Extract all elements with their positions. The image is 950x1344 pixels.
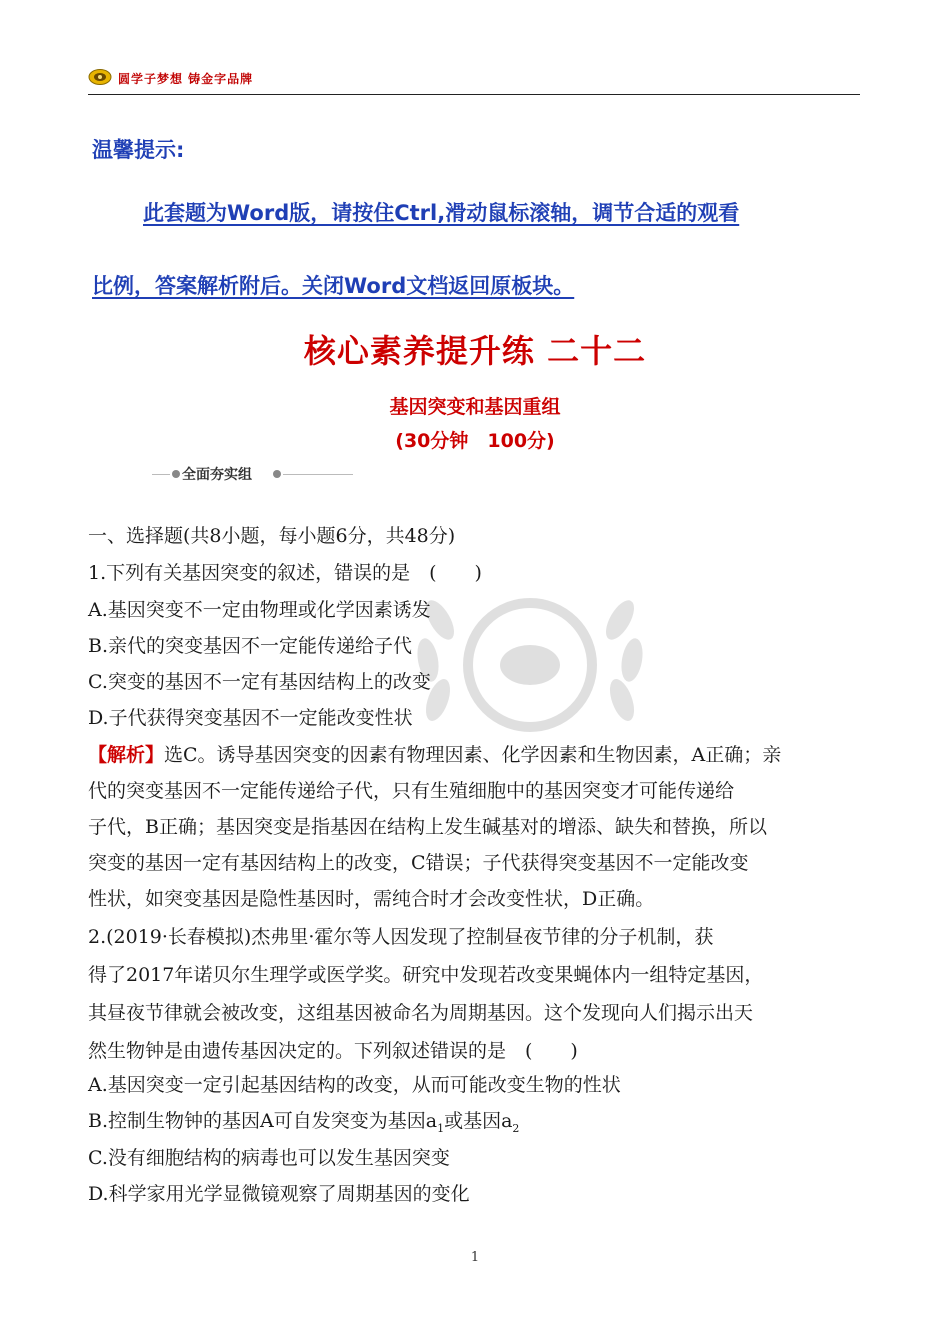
section-tag-label: 全面夯实组 <box>182 467 252 483</box>
timing-info: (30分钟 100分) <box>395 430 555 452</box>
question-section-heading: 一、选择题(共8小题，每小题6分，共48分) <box>88 525 456 547</box>
page-title: 核心素养提升练 二十二 <box>303 332 647 370</box>
subscript: 2 <box>512 1121 520 1135</box>
question-1-option-d: D.子代获得突变基因不一定能改变性状 <box>88 707 413 729</box>
analysis-text: 选C。诱导基因突变的因素有物理因素、化学因素和生物因素，A正确；亲 <box>164 744 782 766</box>
page-header <box>88 66 860 95</box>
tip-line-1[interactable]: 此套题为Word版，请按住Ctrl,滑动鼠标滚轴，调节合适的观看 <box>143 201 740 225</box>
section-divider <box>283 474 353 475</box>
option-b-text: B.控制生物钟的基因A可自发突变为基因a <box>88 1110 438 1132</box>
watermark-emblem <box>380 560 680 770</box>
question-2-option-a: A.基因突变一定引起基因结构的改变，从而可能改变生物的性状 <box>88 1074 621 1096</box>
question-2-option-d: D.科学家用光学显微镜观察了周期基因的变化 <box>88 1183 470 1205</box>
question-1-option-c: C.突变的基因不一定有基因结构上的改变 <box>88 671 431 693</box>
question-2-stem-line: 2.(2019·长春模拟)杰弗里·霍尔等人因发现了控制昼夜节律的分子机制，获 <box>88 926 714 948</box>
tip-title: 温馨提示: <box>92 138 185 162</box>
header-slogan: 圆学子梦想 铸金字品牌 <box>118 72 254 86</box>
question-1-option-a: A.基因突变不一定由物理或化学因素诱发 <box>88 599 431 621</box>
analysis-line: 突变的基因一定有基因结构上的改变，C错误；子代获得突变基因不一定能改变 <box>88 852 749 874</box>
question-1-option-b: B.亲代的突变基因不一定能传递给子代 <box>88 635 413 657</box>
section-dot-icon <box>273 470 281 478</box>
page-number: 1 <box>470 1250 480 1265</box>
option-b-text: 或基因a <box>444 1110 513 1132</box>
analysis-line: 性状，如突变基因是隐性基因时，需纯合时才会改变性状，D正确。 <box>88 888 655 910</box>
section-tag <box>152 464 352 484</box>
logo-icon <box>88 68 112 86</box>
analysis-label: 【解析】 <box>88 744 165 766</box>
question-2-option-b <box>88 1106 519 1135</box>
section-dot-icon <box>172 470 180 478</box>
question-2-option-c: C.没有细胞结构的病毒也可以发生基因突变 <box>88 1147 450 1169</box>
analysis-line: 子代，B正确；基因突变是指基因在结构上发生碱基对的增添、缺失和替换，所以 <box>88 816 767 838</box>
question-2-stem-line: 然生物钟是由遗传基因决定的。下列叙述错误的是 ( ) <box>88 1040 578 1062</box>
page-subtitle: 基因突变和基因重组 <box>389 396 561 418</box>
analysis-line <box>88 740 781 767</box>
tip-line-2[interactable]: 比例，答案解析附后。关闭Word文档返回原板块。 <box>92 274 575 298</box>
subscript: 1 <box>437 1121 445 1135</box>
question-2-stem-line: 其昼夜节律就会被改变，这组基因被命名为周期基因。这个发现向人们揭示出天 <box>88 1002 754 1024</box>
analysis-line: 代的突变基因不一定能传递给子代，只有生殖细胞中的基因突变才可能传递给 <box>88 780 735 802</box>
question-1-stem: 1.下列有关基因突变的叙述，错误的是 ( ) <box>88 562 482 584</box>
question-2-stem-line: 得了2017年诺贝尔生理学或医学奖。研究中发现若改变果蝇体内一组特定基因， <box>88 964 764 986</box>
section-divider <box>152 474 170 475</box>
